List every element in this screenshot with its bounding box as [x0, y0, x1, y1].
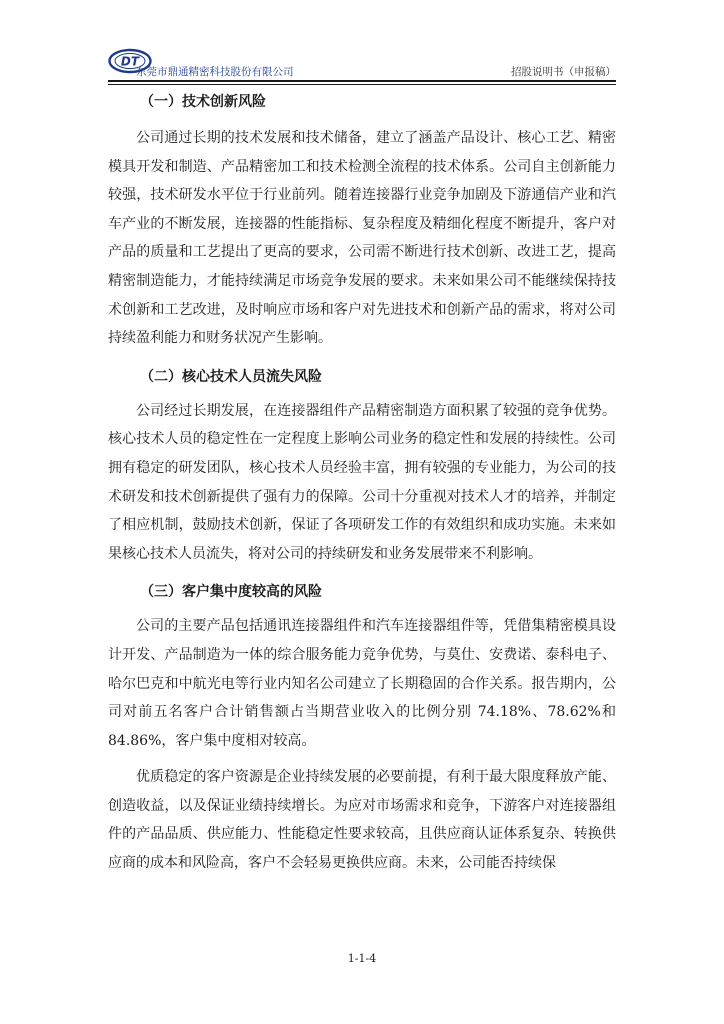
page-number: 1-1-4: [347, 952, 377, 965]
paragraph-core-staff-loss: 公司经过长期发展，在连接器组件产品精密制造方面积累了较强的竞争优势。核心技术人员的稳定性在一定程度上影响公司业务的稳定性和发展的持续性。公司拥有稳定的研发团队，核心技术人员经验丰富，拥有较强的专业能力，为公司的技术研发和技术创新提供了强有力的保障。公司十分重视对技术人才的培养，并制定了相应机制，鼓励技术创新，保证了各项研发工作的有效组织和成功实施。未来如果核心技术人员流失，将对公司的持续研发和业务发展带来不利影响。: [108, 402, 616, 562]
section-title-customer-concentration: （三）客户集中度较高的风险: [140, 584, 322, 601]
company-name: 东莞市鼎通精密科技股份有限公司: [136, 66, 294, 78]
header-divider-thin: [108, 84, 616, 85]
header-divider-thick: [108, 80, 616, 82]
document-body: [108, 88, 616, 882]
section-title-tech-innovation: （一）技术创新风险: [140, 94, 266, 110]
document-title: 招股说明书（申报稿）: [511, 66, 616, 78]
logo-lettering: DT: [120, 54, 140, 69]
section-title-core-staff-loss: （二）核心技术人员流失风险: [140, 368, 322, 385]
paragraph-customer-concentration-2: 优质稳定的客户资源是企业持续发展的必要前提，有利于最大限度释放产能、创造收益，以及保证业绩持续增长。为应对市场需求和竞争，下游客户对连接器组件的产品品质、供应能力、性能稳定性要求较高，且供应商认证体系复杂、转换供应商的成本和风险高，客户不会轻易更换供应商。未来，公司能否持续保: [108, 769, 616, 872]
paragraph-customer-concentration-1: 公司的主要产品包括通讯连接器组件和汽车连接器组件等，凭借集精密模具设计开发、产品制造为一体的综合服务能力竞争优势，与莫仕、安费诺、泰科电子、哈尔巴克和中航光电等行业内知名公司建立了长期稳固的合作关系。报告期内，公司对前五名客户合计销售额占当期营业收入的比例分别 74.18%、78.62%和 84.86%，客户集中度相对较高。: [108, 618, 616, 749]
page-header: [108, 46, 616, 80]
paragraph-tech-innovation: 公司通过长期的技术发展和技术储备，建立了涵盖产品设计、核心工艺、精密模具开发和制造、产品精密加工和技术检测全流程的技术体系。公司自主创新能力较强，技术研发水平位于行业前列。随着连接器行业竞争加剧及下游通信产业和汽车产业的不断发展，连接器的性能指标、复杂程度及精细化程度不断提升，客户对产品的质量和工艺提出了更高的要求，公司需不断进行技术创新、改进工艺，提高精密制造能力，才能持续满足市场竞争发展的要求。未来如果公司不能继续保持技术创新和工艺改进，及时响应市场和客户对先进技术和创新产品的需求，将对公司持续盈利能力和财务状况产生影响。: [108, 130, 616, 347]
